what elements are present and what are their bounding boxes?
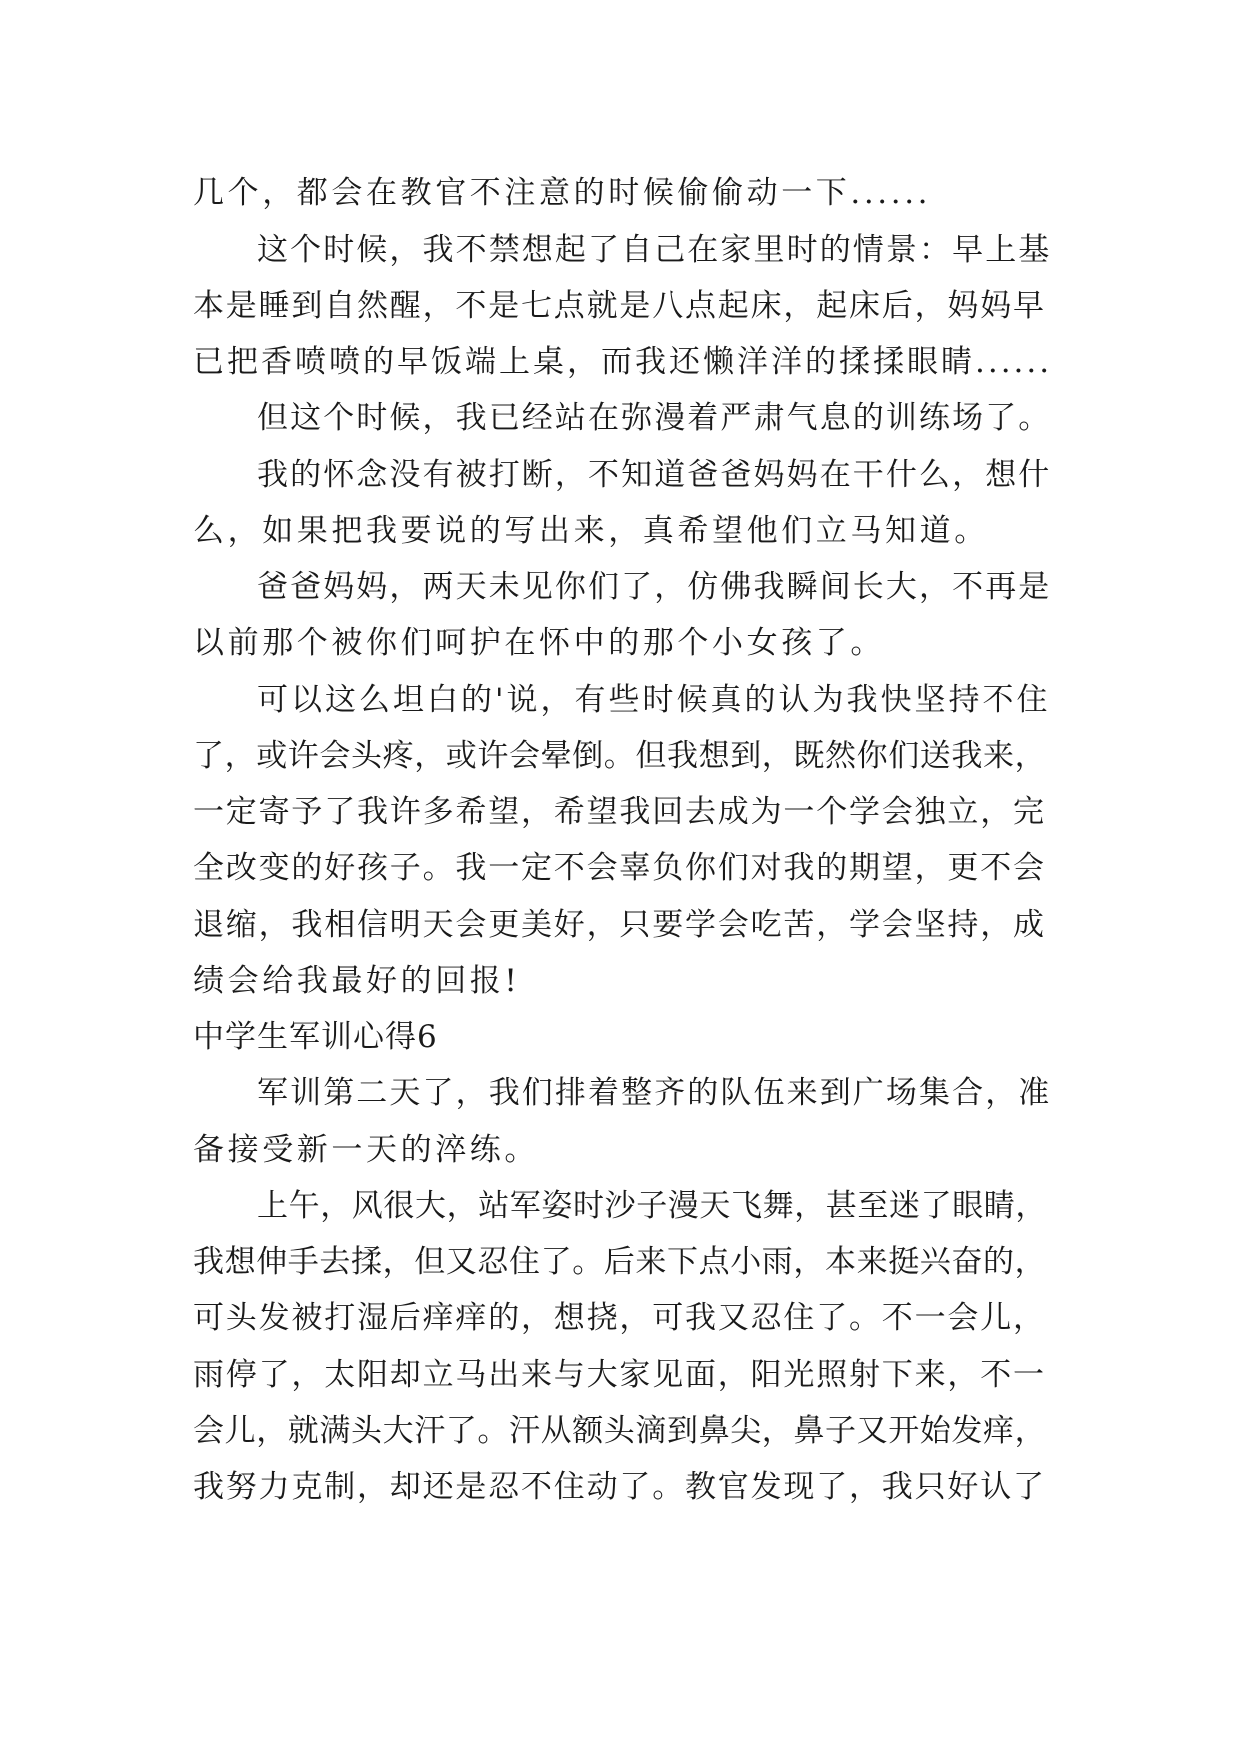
paragraph-start-line: 上午，风很大，站军姿时沙子漫天飞舞，甚至迷了眼睛， <box>257 1188 1047 1224</box>
text-line: 本是睡到自然醒，不是七点就是八点起床，起床后，妈妈早 <box>193 288 1046 324</box>
text-line: 么，如果把我要说的写出来，真希望他们立马知道。 <box>193 513 989 549</box>
text-line: 雨停了，太阳却立马出来与大家见面，阳光照射下来，不一 <box>193 1357 1046 1393</box>
text-line: 了，或许会头疼，或许会晕倒。但我想到，既然你们送我来， <box>193 738 1047 774</box>
paragraph-start-line: 我的怀念没有被打断，不知道爸爸妈妈在干什么，想什 <box>257 457 1052 493</box>
text-line: 我努力克制，却还是忍不住动了。教官发现了，我只好认了 <box>193 1469 1046 1505</box>
paragraph-start-line: 但这个时候，我已经站在弥漫着严肃气息的训练场了。 <box>257 400 1052 436</box>
text-line: 几个，都会在教官不注意的时候偷偷动一下...... <box>193 175 932 211</box>
text-line: 备接受新一天的淬练。 <box>193 1132 539 1168</box>
text-line: 绩会给我最好的回报! <box>193 963 521 999</box>
paragraph-start-line: 爸爸妈妈，两天未见你们了，仿佛我瞬间长大，不再是 <box>257 569 1052 605</box>
text-line: 一定寄予了我许多希望，希望我回去成为一个学会独立，完 <box>193 794 1046 830</box>
text-line: 以前那个被你们呵护在怀中的那个小女孩了。 <box>193 625 885 661</box>
text-line: 我想伸手去揉，但又忍住了。后来下点小雨，本来挺兴奋的， <box>193 1244 1047 1280</box>
text-line: 会儿，就满头大汗了。汗从额头滴到鼻尖，鼻子又开始发痒， <box>193 1413 1047 1449</box>
text-line: 已把香喷喷的早饭端上桌，而我还懒洋洋的揉揉眼睛...... <box>193 344 1053 380</box>
paragraph-start-line: 军训第二天了，我们排着整齐的队伍来到广场集合，准 <box>257 1075 1052 1111</box>
paragraph-start-line: 这个时候，我不禁想起了自己在家里时的情景：早上基 <box>257 232 1052 268</box>
paragraph-start-line: 可以这么坦白的'说，有些时候真的认为我快坚持不住 <box>257 682 1051 718</box>
section-heading: 中学生军训心得6 <box>193 1019 438 1055</box>
text-line: 全改变的好孩子。我一定不会辜负你们对我的期望，更不会 <box>193 850 1046 886</box>
text-line: 可头发被打湿后痒痒的，想挠，可我又忍住了。不一会儿， <box>193 1300 1046 1336</box>
text-line: 退缩，我相信明天会更美好，只要学会吃苦，学会坚持，成 <box>193 907 1046 943</box>
